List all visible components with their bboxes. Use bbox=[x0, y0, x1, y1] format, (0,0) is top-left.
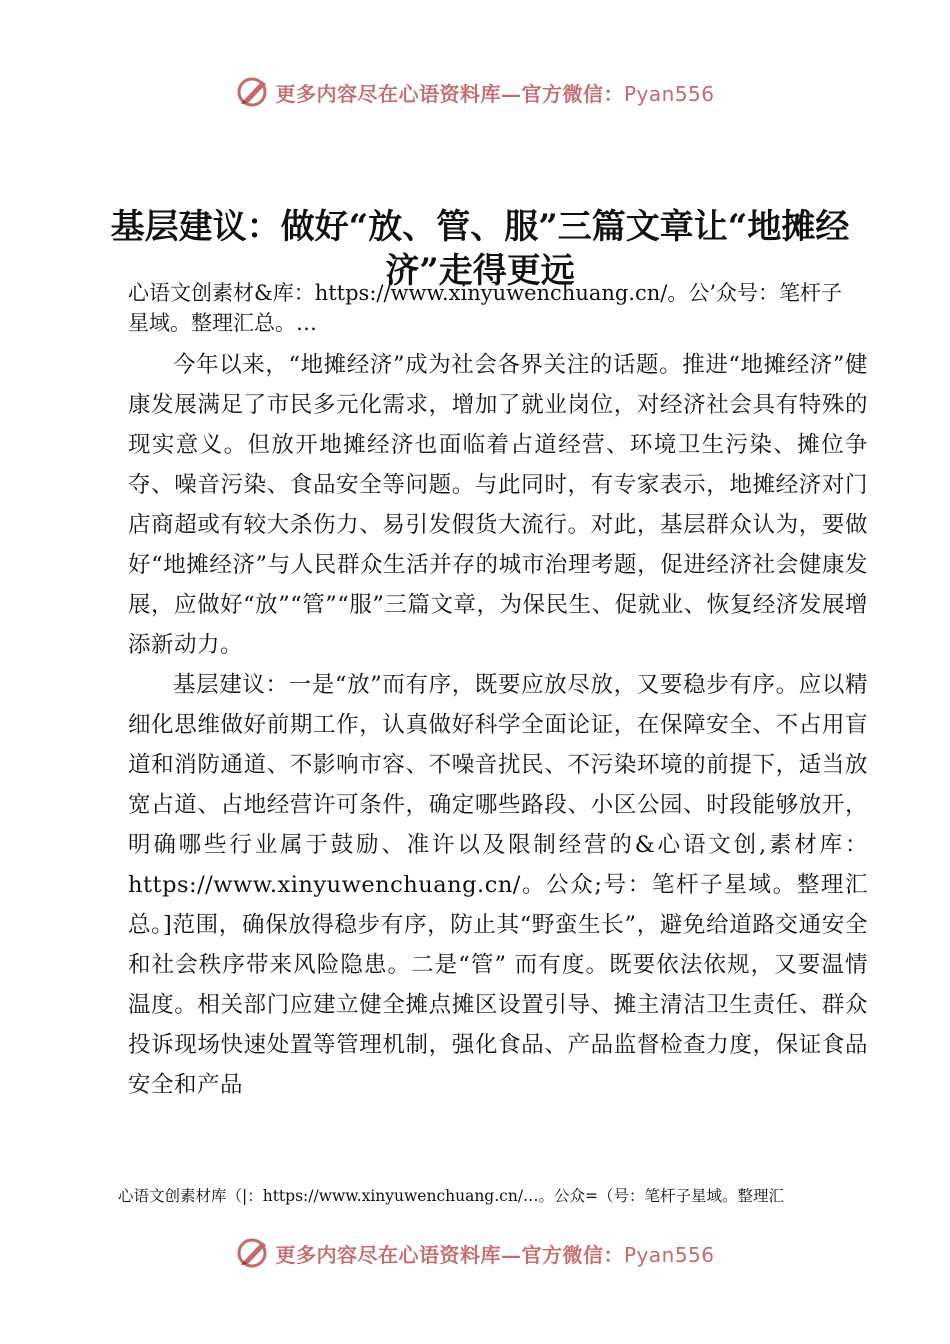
footer-banner bbox=[0, 1233, 950, 1273]
footer-note: 心语文创素材库（|：https://www.xinyuwenchuang.cn/…。公众=（号：笔杆子星域。整理汇 bbox=[118, 1187, 785, 1205]
brush-logo-icon bbox=[235, 74, 271, 110]
document-body bbox=[128, 345, 868, 1105]
wechat-id: Pyan556 bbox=[623, 81, 715, 106]
banner-text: 更多内容尽在心语资料库—官方微信：Pyan556 bbox=[275, 81, 715, 106]
wechat-id: Pyan556 bbox=[623, 1242, 715, 1267]
paragraph-1: 今年以来，“地摊经济”成为社会各界关注的话题。推进“地摊经济”健康发展满足了市民多元化需求，增加了就业岗位，对经济社会具有特殊的现实意义。但放开地摊经济也面临着占道经营、环境卫生污染、摊位争夺、噪音污染、食品安全等问题。与此同时，有专家表示，地摊经济对门店商超或有较大杀伤力、易引发假货大流行。对此，基层群众认为，要做好“地摊经济”与人民群众生活并存的城市治理考题，促进经济社会健康发展，应做好“放”“管”“服”三篇文章，为保民生、促就业、恢复经济发展增添新动力。 bbox=[128, 352, 868, 658]
brush-logo-icon bbox=[235, 1235, 271, 1271]
header-banner bbox=[0, 72, 950, 112]
banner-text: 更多内容尽在心语资料库—官方微信：Pyan556 bbox=[275, 1242, 715, 1267]
document-title: 基层建议：做好“放、管、服”三篇文章让“地摊经济”走得更远 bbox=[110, 207, 850, 291]
watermark-overlay-text: 心语文创素材&库：https://www.xinyuwenchuang.cn/。公’众号：笔杆子星域。整理汇总。… bbox=[128, 281, 843, 335]
paragraph-2: 基层建议：一是“放”而有序，既要应放尽放，又要稳步有序。应以精细化思维做好前期工作，认真做好科学全面论证，在保障安全、不占用盲道和消防通道、不影响市容、不噪音扰民、不污染环境的前提下，适当放宽占道、占地经营许可条件，确定哪些路段、小区公园、时段能够放开，明确哪些行业属于鼓励、准许以及限制经营的&心语文创,素材库：https://www.xinyuwenchuang.cn/。公众;号：笔杆子星域。整理汇总。]范围，确保放得稳步有序，防止其“野蛮生长”，避免给道路交通安全和社会秩序带来风险隐患。二是“管” 而有度。既要依法依规，又要温情温度。相关部门应建立健全摊点摊区设置引导、摊主清洁卫生责任、群众投诉现场快速处置等管理机制，强化食品、产品监督检查力度，保证食品安全和产品 bbox=[128, 672, 868, 1098]
